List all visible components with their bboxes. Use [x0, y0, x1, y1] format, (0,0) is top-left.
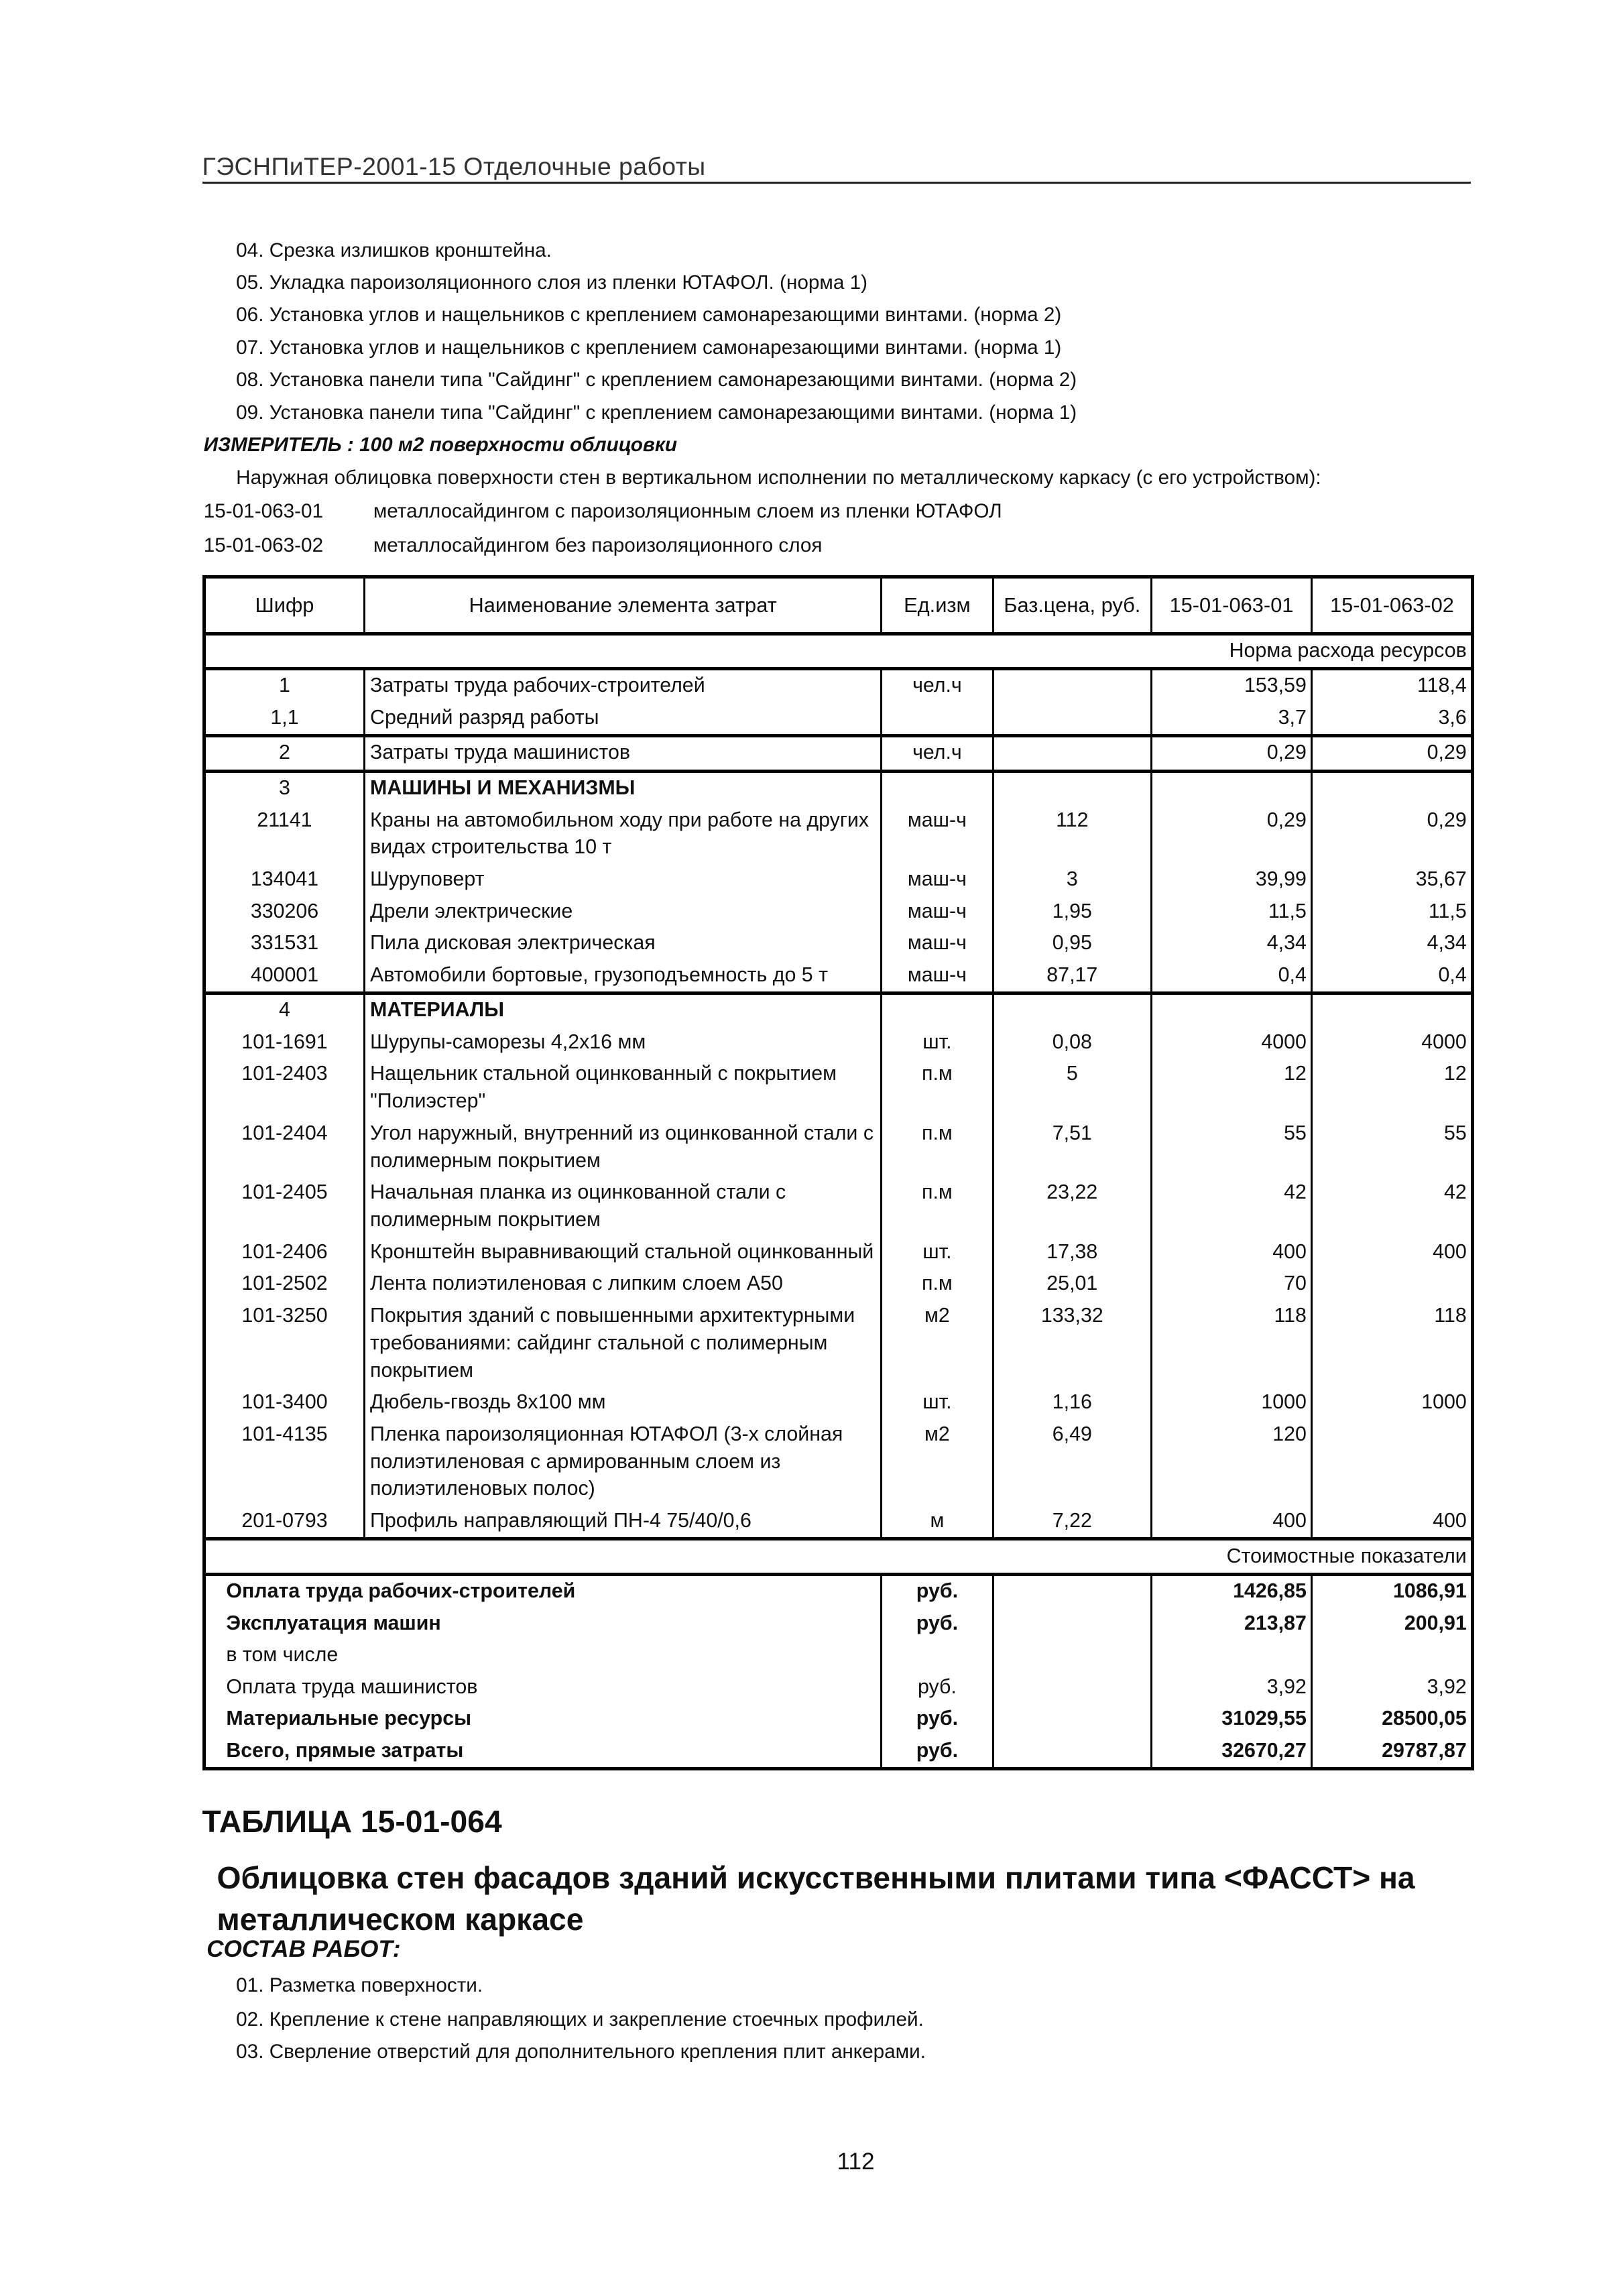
row-price	[994, 736, 1152, 772]
row-unit	[881, 703, 993, 736]
row-code: 4	[204, 993, 365, 1026]
row-value-norm2: 12	[1312, 1059, 1473, 1117]
row-code: 101-2404	[241, 1122, 328, 1144]
table-row	[204, 1506, 1473, 1539]
row-value-norm1: 0,29	[1151, 736, 1312, 772]
cost-unit	[881, 1640, 993, 1672]
col-header-code: Шифр	[204, 577, 365, 633]
table-row	[204, 1268, 1473, 1301]
cost-price-empty	[994, 1574, 1152, 1608]
row-price	[994, 669, 1152, 703]
table-row	[204, 669, 1473, 703]
row-value-norm1: 120	[1151, 1418, 1312, 1505]
header-rule	[202, 182, 1471, 184]
row-name: Нащельник стальной оцинкованный с покрытием "Полиэстер"	[365, 1059, 881, 1117]
row-name: Пленка пароизоляционная ЮТАФОЛ (3-х слойная полиэтиленовая с армированным слоем из полиэтиленовых полос)	[365, 1418, 881, 1505]
row-value-norm2: 55	[1312, 1117, 1473, 1176]
row-value-norm2	[1312, 993, 1473, 1026]
cost-row	[204, 1703, 1473, 1736]
row-value-norm2: 11,5	[1312, 896, 1473, 928]
cost-price-empty	[994, 1703, 1152, 1736]
cost-row	[204, 1735, 1473, 1768]
resource-table	[202, 575, 1475, 1770]
row-price	[994, 771, 1152, 804]
row-value-norm1: 70	[1151, 1268, 1312, 1301]
row-name: МАТЕРИАЛЫ	[365, 993, 881, 1026]
row-value-norm2: 118,4	[1312, 669, 1473, 703]
row-value-norm1: 4000	[1151, 1026, 1312, 1059]
row-value-norm1: 0,4	[1151, 959, 1312, 993]
row-name: Дрели электрические	[365, 896, 881, 928]
row-unit: маш-ч	[881, 896, 993, 928]
row-code: 1,1	[270, 706, 299, 729]
table-header-row	[204, 577, 1473, 633]
row-value-norm2: 0,4	[1312, 959, 1473, 993]
row-code: 21141	[257, 808, 312, 831]
cost-unit: руб.	[881, 1608, 993, 1640]
row-code: 101-2403	[241, 1063, 328, 1085]
cost-unit: руб.	[881, 1735, 993, 1768]
row-value-norm2: 3,6	[1312, 703, 1473, 736]
cost-unit: руб.	[881, 1574, 993, 1608]
work-item: 07. Установка углов и нащельников с креплением самонарезающими винтами. (норма 1)	[236, 336, 1062, 359]
table-row	[204, 993, 1473, 1026]
row-code: 101-3400	[241, 1391, 328, 1414]
row-name: Краны на автомобильном ходу при работе на других видах строительства 10 т	[365, 804, 881, 863]
work-item: 08. Установка панели типа "Сайдинг" с креплением самонарезающими винтами. (норма 2)	[236, 369, 1077, 391]
row-code: 101-1691	[241, 1030, 328, 1053]
col-header-norm1: 15-01-063-01	[1151, 577, 1312, 633]
norm-code: 15-01-063-02	[203, 534, 324, 556]
row-unit: чел.ч	[881, 736, 993, 772]
row-unit	[881, 771, 993, 804]
cost-value-norm1: 1426,85	[1151, 1574, 1312, 1608]
cost-value-norm2: 29787,87	[1312, 1735, 1473, 1768]
table-row	[204, 896, 1473, 928]
cost-name: Эксплуатация машин	[226, 1612, 441, 1634]
row-code: 101-2502	[241, 1272, 328, 1295]
row-unit: п.м	[881, 1059, 993, 1117]
row-name: Лента полиэтиленовая с липким слоем А50	[365, 1268, 881, 1301]
cost-value-norm1: 3,92	[1151, 1671, 1312, 1703]
row-price: 17,38	[994, 1236, 1152, 1268]
row-price	[994, 993, 1152, 1026]
row-price: 25,01	[994, 1268, 1152, 1301]
row-unit: м2	[881, 1300, 993, 1386]
table-row	[204, 736, 1473, 772]
row-value-norm2: 35,67	[1312, 864, 1473, 896]
row-value-norm2: 4,34	[1312, 928, 1473, 960]
row-name: Пила дисковая электрическая	[365, 928, 881, 960]
row-code: 331531	[250, 932, 319, 955]
row-value-norm2: 118	[1312, 1300, 1473, 1386]
row-price: 87,17	[994, 959, 1152, 993]
row-code: 2	[204, 736, 365, 772]
table-row	[204, 804, 1473, 863]
row-value-norm1: 400	[1151, 1506, 1312, 1539]
cost-name: Оплата труда рабочих-строителей	[204, 1574, 881, 1608]
row-unit: маш-ч	[881, 864, 993, 896]
table-row	[204, 1387, 1473, 1419]
row-value-norm2: 42	[1312, 1177, 1473, 1236]
row-unit: п.м	[881, 1117, 993, 1176]
table-row	[204, 959, 1473, 993]
row-value-norm1: 118	[1151, 1300, 1312, 1386]
cost-value-norm1: 32670,27	[1151, 1735, 1312, 1768]
row-code: 400001	[250, 963, 319, 986]
col-header-norm2: 15-01-063-02	[1312, 577, 1473, 633]
row-code: 201-0793	[241, 1510, 328, 1532]
norma-header-row	[204, 633, 1473, 669]
row-name: Дюбель-гвоздь 8х100 мм	[365, 1387, 881, 1419]
row-value-norm2: 400	[1312, 1236, 1473, 1268]
work-item: 04. Срезка излишков кронштейна.	[236, 239, 552, 261]
page-number: 112	[837, 2148, 875, 2175]
row-name: Затраты труда рабочих-строителей	[365, 669, 881, 703]
table-row	[204, 1418, 1473, 1505]
row-price: 7,51	[994, 1117, 1152, 1176]
cost-price-empty	[994, 1735, 1152, 1768]
intro-text: Наружная облицовка поверхности стен в вертикальном исполнении по металлическому каркасу (с его устройством):	[236, 466, 1321, 489]
row-price: 7,22	[994, 1506, 1152, 1539]
col-header-unit: Ед.изм	[881, 577, 993, 633]
row-price: 6,49	[994, 1418, 1152, 1505]
norma-header-row-label: Норма расхода ресурсов	[204, 633, 1473, 669]
row-code: 101-3250	[241, 1304, 328, 1327]
table-row	[204, 771, 1473, 804]
row-name: Затраты труда машинистов	[365, 736, 881, 772]
work-item: 01. Разметка поверхности.	[236, 1974, 483, 1996]
row-name: МАШИНЫ И МЕХАНИЗМЫ	[365, 771, 881, 804]
row-name: Средний разряд работы	[365, 703, 881, 736]
row-price: 1,95	[994, 896, 1152, 928]
row-value-norm1	[1151, 993, 1312, 1026]
row-value-norm1: 1000	[1151, 1387, 1312, 1419]
cost-row	[204, 1608, 1473, 1640]
row-name: Начальная планка из оцинкованной стали с полимерным покрытием	[365, 1177, 881, 1236]
row-price: 112	[994, 804, 1152, 863]
row-value-norm1: 42	[1151, 1177, 1312, 1236]
row-unit	[881, 993, 993, 1026]
row-unit: п.м	[881, 1177, 993, 1236]
row-code: 101-2406	[241, 1240, 328, 1263]
row-price: 133,32	[994, 1300, 1152, 1386]
row-price: 5	[994, 1059, 1152, 1117]
row-price: 1,16	[994, 1387, 1152, 1419]
row-name: Покрытия зданий с повышенными архитектурными требованиями: сайдинг стальной с полимерным покрытием	[365, 1300, 881, 1386]
cost-row	[204, 1671, 1473, 1703]
cost-header-row	[204, 1539, 1473, 1575]
row-value-norm2: 1000	[1312, 1387, 1473, 1419]
cost-unit: руб.	[881, 1703, 993, 1736]
cost-name: Оплата труда машинистов	[226, 1675, 478, 1698]
row-code: 101-4135	[241, 1423, 328, 1445]
running-header: ГЭСНПиТЕР-2001-15 Отделочные работы	[202, 152, 706, 180]
row-unit: маш-ч	[881, 959, 993, 993]
cost-unit: руб.	[881, 1671, 993, 1703]
work-item: 06. Установка углов и нащельников с креплением самонарезающими винтами. (норма 2)	[236, 304, 1062, 326]
table-row	[204, 1059, 1473, 1117]
row-value-norm1: 39,99	[1151, 864, 1312, 896]
work-item: 05. Укладка пароизоляционного слоя из пленки ЮТАФОЛ. (норма 1)	[236, 271, 867, 294]
row-unit: м	[881, 1506, 993, 1539]
row-unit: п.м	[881, 1268, 993, 1301]
measurer: ИЗМЕРИТЕЛЬ : 100 м2 поверхности облицовки	[203, 434, 678, 457]
cost-price-empty	[994, 1671, 1152, 1703]
cost-name: Материальные ресурсы	[226, 1707, 472, 1730]
cost-row	[204, 1640, 1473, 1672]
row-unit: шт.	[881, 1387, 993, 1419]
row-unit: шт.	[881, 1026, 993, 1059]
row-value-norm2	[1312, 1268, 1473, 1301]
row-name: Автомобили бортовые, грузоподъемность до 5 т	[365, 959, 881, 993]
row-code: 1	[204, 669, 365, 703]
row-name: Шурупы-саморезы 4,2х16 мм	[365, 1026, 881, 1059]
cost-name: Всего, прямые затраты	[226, 1739, 464, 1762]
table-row	[204, 703, 1473, 736]
row-price: 0,08	[994, 1026, 1152, 1059]
cost-value-norm2: 3,92	[1312, 1671, 1473, 1703]
row-name: Угол наружный, внутренний из оцинкованной стали с полимерным покрытием	[365, 1117, 881, 1176]
col-header-name: Наименование элемента затрат	[365, 577, 881, 633]
table-row	[204, 1177, 1473, 1236]
row-value-norm2: 4000	[1312, 1026, 1473, 1059]
table-heading: Облицовка стен фасадов зданий искусственными плитами типа <ФАССТ> на металлическом каркасе	[217, 1860, 1415, 1937]
row-value-norm2	[1312, 771, 1473, 804]
cost-value-norm1: 31029,55	[1151, 1703, 1312, 1736]
row-unit: м2	[881, 1418, 993, 1505]
row-price	[994, 703, 1152, 736]
row-name: Профиль направляющий ПН-4 75/40/0,6	[365, 1506, 881, 1539]
cost-value-norm2: 1086,91	[1312, 1574, 1473, 1608]
norm-code: 15-01-063-01	[203, 500, 324, 523]
row-name: Шуруповерт	[365, 864, 881, 896]
cost-price-empty	[994, 1640, 1152, 1672]
composition-label: СОСТАВ РАБОТ:	[206, 1935, 401, 1962]
table-row	[204, 1300, 1473, 1386]
row-price: 0,95	[994, 928, 1152, 960]
row-unit: шт.	[881, 1236, 993, 1268]
row-unit: маш-ч	[881, 804, 993, 863]
row-value-norm1: 400	[1151, 1236, 1312, 1268]
row-unit: маш-ч	[881, 928, 993, 960]
row-value-norm1	[1151, 771, 1312, 804]
cost-name: в том числе	[226, 1644, 339, 1667]
cost-value-norm2: 200,91	[1312, 1608, 1473, 1640]
row-unit: чел.ч	[881, 669, 993, 703]
work-item: 09. Установка панели типа "Сайдинг" с креплением самонарезающими винтами. (норма 1)	[236, 401, 1077, 424]
norm-description: металлосайдингом без пароизоляционного слоя	[373, 534, 823, 556]
cost-price-empty	[994, 1608, 1152, 1640]
row-value-norm2: 400	[1312, 1506, 1473, 1539]
row-code: 134041	[250, 868, 319, 890]
table-row	[204, 1117, 1473, 1176]
table-row	[204, 928, 1473, 960]
row-value-norm1: 4,34	[1151, 928, 1312, 960]
row-value-norm2: 0,29	[1312, 804, 1473, 863]
table-row	[204, 864, 1473, 896]
work-item: 03. Сверление отверстий для дополнительного крепления плит анкерами.	[236, 2040, 926, 2063]
work-item: 02. Крепление к стене направляющих и закрепление стоечных профилей.	[236, 2008, 924, 2031]
row-code: 3	[204, 771, 365, 804]
row-value-norm1: 0,29	[1151, 804, 1312, 863]
table-title: ТАБЛИЦА 15-01-064	[202, 1803, 502, 1839]
row-value-norm1: 153,59	[1151, 669, 1312, 703]
row-value-norm1: 3,7	[1151, 703, 1312, 736]
row-name: Кронштейн выравнивающий стальной оцинкованный	[365, 1236, 881, 1268]
row-value-norm2	[1312, 1418, 1473, 1505]
cost-value-norm2	[1312, 1640, 1473, 1672]
row-code: 101-2405	[241, 1181, 328, 1204]
row-price: 3	[994, 864, 1152, 896]
row-code: 330206	[250, 900, 319, 922]
cost-header-row-label: Стоимостные показатели	[204, 1539, 1473, 1575]
row-value-norm1: 12	[1151, 1059, 1312, 1117]
cost-value-norm2: 28500,05	[1312, 1703, 1473, 1736]
row-value-norm1: 11,5	[1151, 896, 1312, 928]
cost-value-norm1: 213,87	[1151, 1608, 1312, 1640]
row-value-norm1: 55	[1151, 1117, 1312, 1176]
cost-value-norm1	[1151, 1640, 1312, 1672]
col-header-price: Баз.цена, руб.	[994, 577, 1152, 633]
table-row	[204, 1236, 1473, 1268]
norm-description: металлосайдингом с пароизоляционным слоем из пленки ЮТАФОЛ	[373, 500, 1002, 523]
cost-row	[204, 1574, 1473, 1608]
row-price: 23,22	[994, 1177, 1152, 1236]
row-value-norm2: 0,29	[1312, 736, 1473, 772]
table-row	[204, 1026, 1473, 1059]
